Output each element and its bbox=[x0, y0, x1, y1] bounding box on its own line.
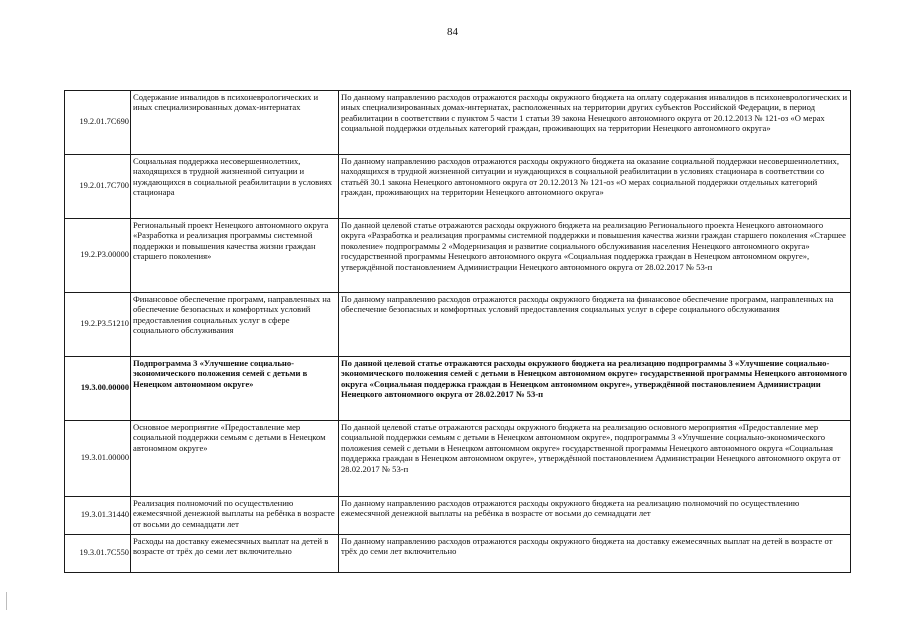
target-article-code: 19.2.Р3.00000 bbox=[65, 219, 131, 293]
expense-name: Содержание инвалидов в психоневрологических и иных специализированных домах-интернатах bbox=[131, 91, 339, 155]
table-row bbox=[65, 535, 851, 573]
target-article-code: 19.3.00.00000 bbox=[65, 357, 131, 421]
scan-edge-mark bbox=[6, 592, 7, 610]
expense-name: Региональный проект Ненецкого автономного округа «Разработка и реализация программы системной поддержки и повышения качества жизни граждан старшего поколения» bbox=[131, 219, 339, 293]
table-row bbox=[65, 219, 851, 293]
table-row bbox=[65, 357, 851, 421]
target-article-code: 19.2.01.7С690 bbox=[65, 91, 131, 155]
table-row bbox=[65, 91, 851, 155]
expense-name: Подпрограмма 3 «Улучшение социально-экономического положения семей с детьми в Ненецком автономном округе» bbox=[131, 357, 339, 421]
expense-description: По данному направлению расходов отражаются расходы окружного бюджета на оказание социальной поддержки несовершеннолетних, находящихся в трудной жизненной ситуации и нуждающихся в социальной реабилитации в условиях стационара в соответствии со статьёй 30.1 закона Ненецкого автономного округа от 20.12.2013 № 121-оз «О мерах социальной поддержки отдельных категорий граждан, проживающих на территории Ненецкого автономного округа» bbox=[339, 155, 851, 219]
expense-description: По данной целевой статье отражаются расходы окружного бюджета на реализацию Регионального проекта Ненецкого автономного округа «Разработка и реализация программы системной поддержки и повышения качества жизни граждан старшего поколения «Старшее поколение» подпрограммы 2 «Модернизация и развитие социального обслуживания населения Ненецкого автономного округа» государственной программы Ненецкого автономного округа «Социальная поддержка граждан в Ненецком автономном округе», утверждённой постановлением Администрации Ненецкого автономного округа от 28.02.2017 № 53-п bbox=[339, 219, 851, 293]
table-row bbox=[65, 421, 851, 497]
table-row bbox=[65, 497, 851, 535]
target-article-code: 19.3.01.7С550 bbox=[65, 535, 131, 573]
expense-description: По данному направлению расходов отражаются расходы окружного бюджета на оплату содержания инвалидов в психоневрологических и иных специализированных домах-интернатах, расположенных на территории других субъектов Российской Федерации, в период реабилитации в соответствии с пунктом 5 части 1 статьи 39 закона Ненецкого автономного округа от 20.12.2013 № 121-оз «О мерах социальной поддержки отдельных категорий граждан, проживающих на территории Ненецкого автономного округа» bbox=[339, 91, 851, 155]
budget-classification-table bbox=[64, 90, 851, 573]
target-article-code: 19.2.Р3.51210 bbox=[65, 293, 131, 357]
expense-name: Финансовое обеспечение программ, направленных на обеспечение безопасных и комфортных условий предоставления социальных услуг в сфере социального обслуживания bbox=[131, 293, 339, 357]
expense-description: По данному направлению расходов отражаются расходы окружного бюджета на доставку ежемесячных выплат на детей в возрасте от трёх до семи лет включительно bbox=[339, 535, 851, 573]
target-article-code: 19.3.01.00000 bbox=[65, 421, 131, 497]
expense-name: Основное мероприятие «Предоставление мер социальной поддержки семьям с детьми в Ненецком автономном округе» bbox=[131, 421, 339, 497]
expense-description: По данной целевой статье отражаются расходы окружного бюджета на реализацию подпрограммы 3 «Улучшение социально-экономического положения семей с детьми в Ненецком автономном округе» государственной программы Ненецкого автономного округа «Социальная поддержка граждан в Ненецком автономном округе», утверждённой постановлением Администрации Ненецкого автономного округа от 28.02.2017 № 53-п bbox=[339, 357, 851, 421]
page-number: 84 bbox=[447, 26, 458, 38]
target-article-code: 19.2.01.7С700 bbox=[65, 155, 131, 219]
table-row bbox=[65, 293, 851, 357]
expense-description: По данному направлению расходов отражаются расходы окружного бюджета на реализацию полномочий по осуществлению ежемесячной денежной выплаты на ребёнка в возрасте от восьми до семнадцати лет bbox=[339, 497, 851, 535]
expense-name: Реализация полномочий по осуществлению ежемесячной денежной выплаты на ребёнка в возрасте от восьми до семнадцати лет bbox=[131, 497, 339, 535]
expense-name: Расходы на доставку ежемесячных выплат на детей в возрасте от трёх до семи лет включительно bbox=[131, 535, 339, 573]
expense-name: Социальная поддержка несовершеннолетних, находящихся в трудной жизненной ситуации и нуждающихся в социальной реабилитации в условиях стационара bbox=[131, 155, 339, 219]
expense-description: По данной целевой статье отражаются расходы окружного бюджета на реализацию основного мероприятия «Предоставление мер социальной поддержки семьям с детьми в Ненецком автономном округе», подпрограммы 3 «Улучшение социально-экономического положения семей с детьми в Ненецком автономном округе» государственной программы Ненецкого автономного округа «Социальная поддержка граждан в Ненецком автономном округе», утверждённой постановлением Администрации Ненецкого автономного округа от 28.02.2017 № 53-п bbox=[339, 421, 851, 497]
target-article-code: 19.3.01.31440 bbox=[65, 497, 131, 535]
expense-description: По данному направлению расходов отражаются расходы окружного бюджета на финансовое обеспечение программ, направленных на обеспечение безопасных и комфортных условий предоставления социальных услуг в сфере социального обслуживания bbox=[339, 293, 851, 357]
table-row bbox=[65, 155, 851, 219]
